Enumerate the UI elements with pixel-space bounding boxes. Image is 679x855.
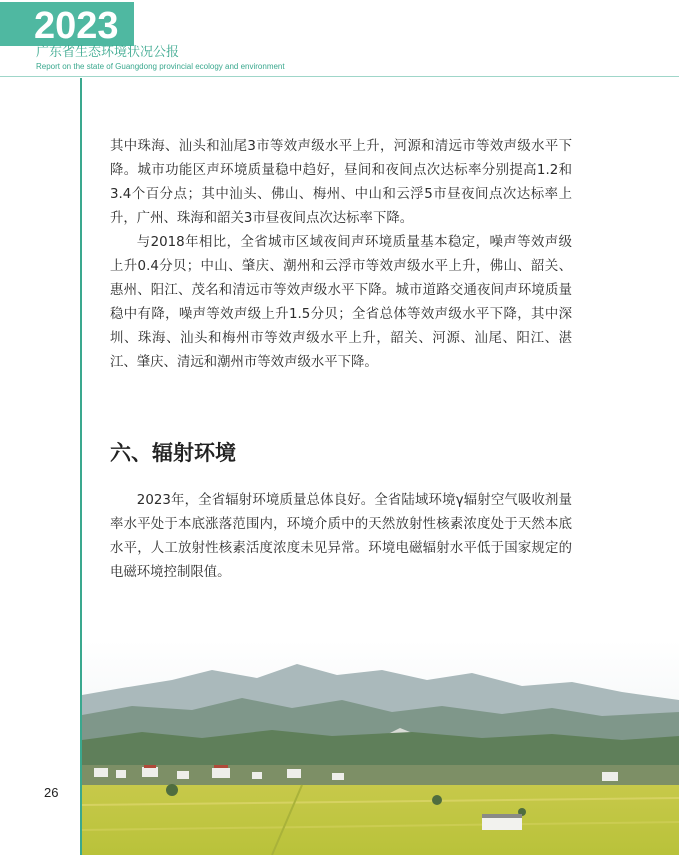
body-text [110, 135, 572, 375]
year-banner [0, 2, 134, 46]
report-title-en: Report on the state of Guangdong provincial ecology and environment [36, 62, 285, 71]
paragraph-radiation: 2023年，全省辐射环境质量总体良好。全省陆域环境γ辐射空气吸收剂量率水平处于本底涨落范围内，环境介质中的天然放射性核素浓度处于天然本底水平，人工放射性核素活度浓度未见异常。环境电磁辐射水平低于国家规定的电磁环境控制限值。 [110, 493, 572, 580]
paragraph-noise-2: 与2018年相比，全省城市区域夜间声环境质量基本稳定，噪声等效声级上升0.4分贝；中山、肇庆、潮州和云浮市等效声级水平上升，佛山、韶关、惠州、阳江、茂名和清远市等效声级水平下降。城市道路交通夜间声环境质量稳中有降，噪声等效声级上升1.5分贝；全省总体等效声级水平下降，其中深圳、珠海、汕头和梅州市等效声级水平上升，韶关、河源、汕尾、阳江、湛江、肇庆、清远和潮州市等效声级水平下降。 [110, 235, 572, 370]
header-divider [0, 76, 679, 77]
section-body [110, 489, 572, 585]
section-heading: 六、辐射环境 [110, 440, 236, 465]
report-title-cn: 广东省生态环境状况公报 [36, 45, 180, 60]
page-number: 26 [44, 785, 59, 800]
paragraph-noise-1: 其中珠海、汕头和汕尾3市等效声级水平上升，河源和清远市等效声级水平下降。城市功能区声环境质量稳中趋好，昼间和夜间点次达标率分别提高1.2和3.4个百分点；其中汕头、佛山、梅州、中山和云浮5市昼夜间点次达标率上升，广州、珠海和韶关3市昼夜间点次达标率下降。 [110, 139, 572, 226]
landscape-photo [82, 640, 679, 855]
report-year: 2023 [34, 5, 119, 47]
